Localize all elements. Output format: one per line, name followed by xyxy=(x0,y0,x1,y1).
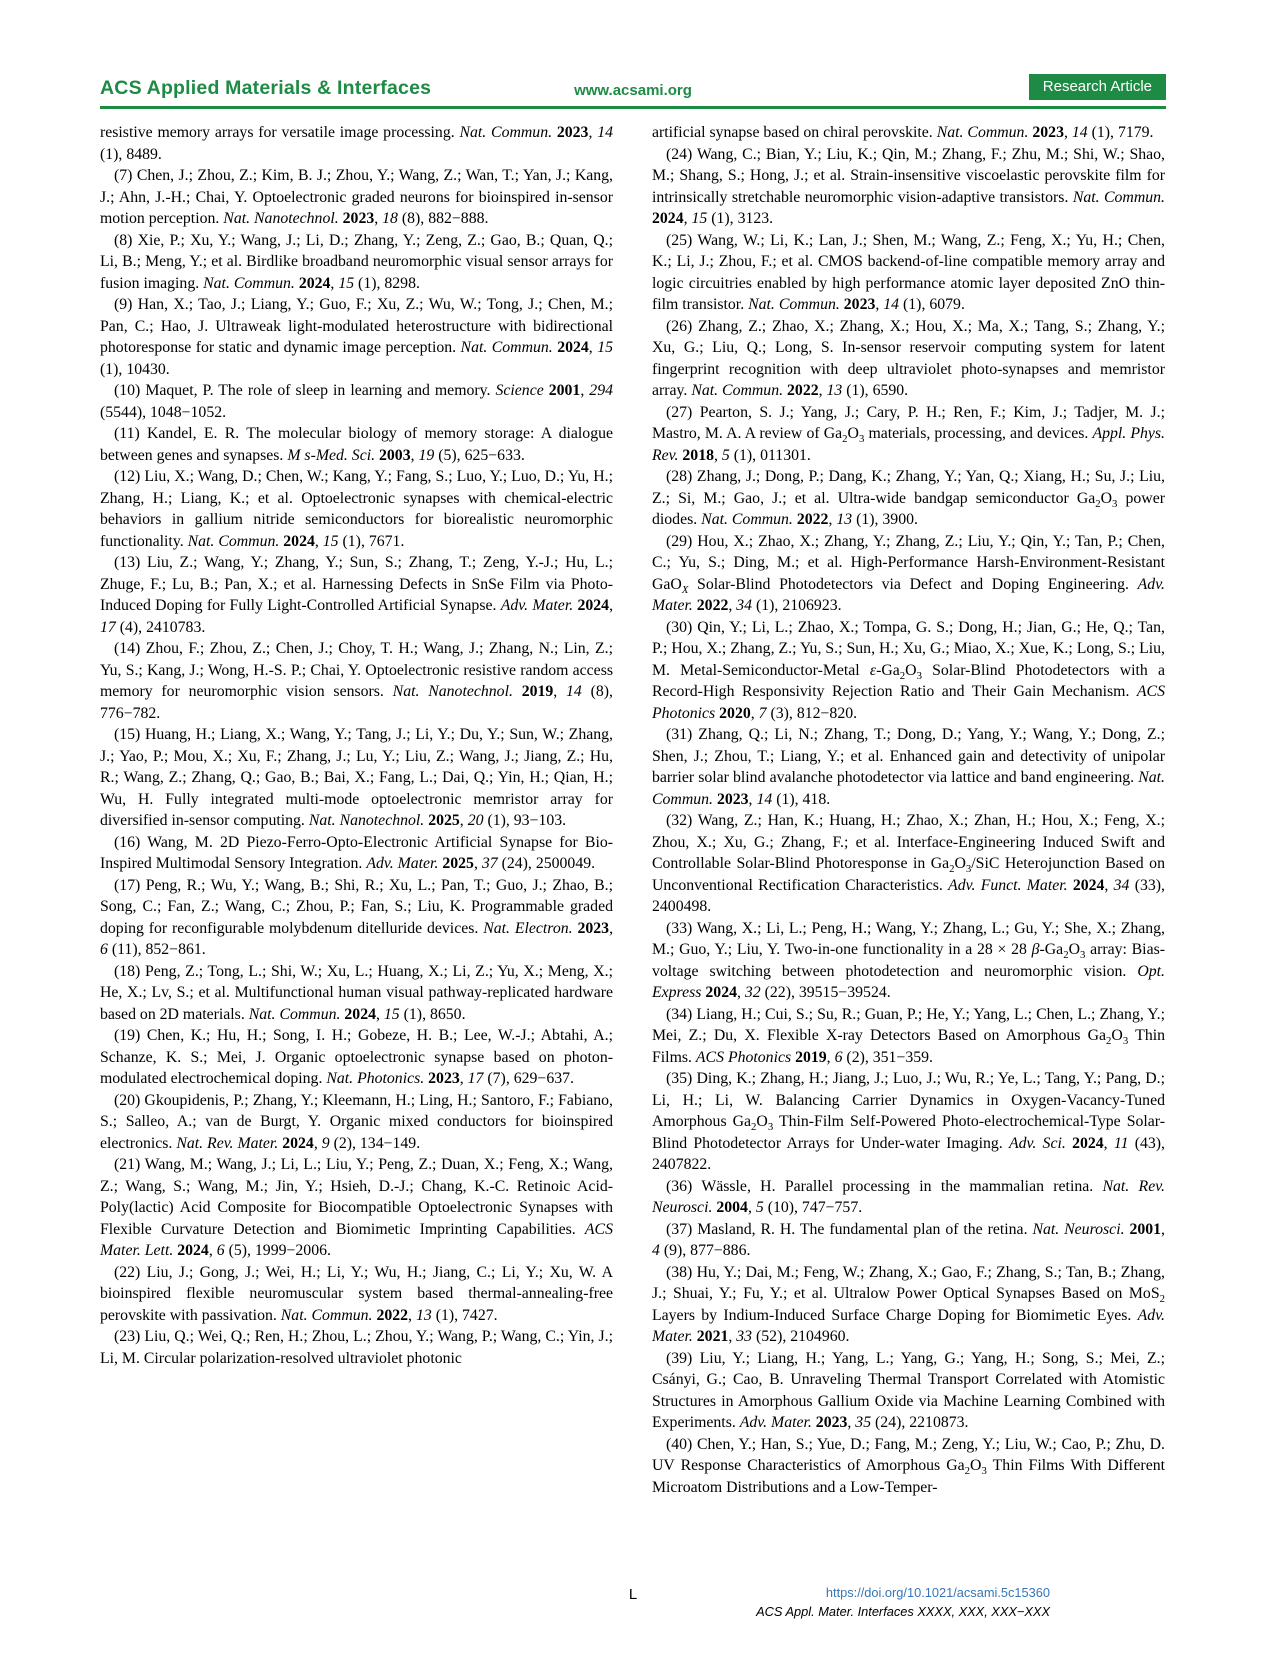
reference-entry: (15) Huang, H.; Liang, X.; Wang, Y.; Tang, J.; Li, Y.; Du, Y.; Sun, W.; Zhang, J.; Yao, P.; Mou, X.; Xu, F.; Zhang, J.; Lu, Y.; Liu, Z.; Wang, J.; Jiang, Z.; Hu, R.; Wang, Z.; Zhang, Q.; Gao, B.; Bai, X.; Fang, L.; Dai, Q.; Yin, H.; Qian, H.; Wu, H. Fully integrated multi-mode optoelectronic memristor array for diversified in-sensor computing. Nat. Nanotechnol. 2025, 20 (1), 93−103. xyxy=(100,726,613,829)
reference-entry: (21) Wang, M.; Wang, J.; Li, L.; Liu, Y.; Peng, Z.; Duan, X.; Feng, X.; Wang, Z.; Wang, S.; Wang, M.; Jin, Y.; Hsieh, D.-J.; Chang, K.-C. Retinoic Acid-Poly(lactic) Acid Composite for Biocompatible Optoelectronic Synapses with Flexible Curvature Detection and Biomimetic Imprinting Capabilities. ACS Mater. Lett. 2024, 6 (5), 1999−2006. xyxy=(100,1156,613,1259)
doi-link[interactable]: https://doi.org/10.1021/acsami.5c15360 xyxy=(825,1585,1050,1600)
reference-entry: (19) Chen, K.; Hu, H.; Song, I. H.; Gobeze, H. B.; Lee, W.-J.; Abtahi, A.; Schanze, K. S.; Mei, J. Organic optoelectronic synapse based on photon-modulated electrochemical doping. Nat. Photonics. 2023, 17 (7), 629−637. xyxy=(100,1027,613,1087)
footer-citation-block xyxy=(756,1583,1050,1621)
references-section xyxy=(100,122,1166,1498)
reference-entry: (13) Liu, Z.; Wang, Y.; Zhang, Y.; Sun, S.; Zhang, T.; Zeng, Y.-J.; Hu, L.; Zhuge, F.; Lu, B.; Pan, X.; et al. Harnessing Defects in SnSe Film via Photo-Induced Doping for Fully Light-Controlled Artificial Synapse. Adv. Mater. 2024, 17 (4), 2410783. xyxy=(100,554,614,636)
reference-entry: (26) Zhang, Z.; Zhao, X.; Zhang, X.; Hou, X.; Ma, X.; Tang, S.; Zhang, Y.; Xu, G.; Liu, Q.; Long, S. In-sensor reservoir computing system for latent fingerprint recognition with deep ultraviolet photo-synapses and memristor array. Nat. Commun. 2022, 13 (1), 6590. xyxy=(652,317,1165,399)
reference-entry: (14) Zhou, F.; Zhou, Z.; Chen, J.; Choy, T. H.; Wang, J.; Zhang, N.; Lin, Z.; Yu, S.; Kang, J.; Wong, H.-S. P.; Chai, Y. Optoelectronic resistive random access memory for neuromorphic vision sensors. Nat. Nanotechnol. 2019, 14 (8), 776−782. xyxy=(100,640,613,722)
reference-entry: (36) Wässle, H. Parallel processing in the mammalian retina. Nat. Rev. Neurosci. 2004, 5 (10), 747−757. xyxy=(652,1177,1166,1216)
reference-entry: (18) Peng, Z.; Tong, L.; Shi, W.; Xu, L.; Huang, X.; Li, Z.; Yu, X.; Meng, X.; He, X.; Lv, S.; et al. Multifunctional human visual pathway-replicated hardware based on 2D materials. Nat. Commun. 2024, 15 (1), 8650. xyxy=(100,962,613,1023)
reference-entry: (25) Wang, W.; Li, K.; Lan, J.; Shen, M.; Wang, Z.; Feng, X.; Yu, H.; Chen, K.; Li, J.; Zhou, F.; et al. CMOS backend-of-line compatible memory array and logic circuitries enabled by high performance atomic layer deposited ZnO thin-film transistor. Nat. Commun. 2023, 14 (1), 6079. xyxy=(652,231,1165,313)
article-type-badge: Research Article xyxy=(1029,74,1166,100)
journal-site-url[interactable]: www.acsami.org xyxy=(574,82,692,99)
journal-masthead xyxy=(100,74,1166,109)
reference-entry: (35) Ding, K.; Zhang, H.; Jiang, J.; Luo, J.; Wu, R.; Ye, L.; Tang, Y.; Pang, D.; Li, H.; Li, W. Balancing Carrier Dynamics in Oxygen-Vacancy-Tuned Amorphous $Ga_2O_3$ Thin-Film Self-Powered Photo-electrochemical-Type Solar-Blind Photodetector Arrays for Under-water Imaging. Adv. Sci. 2024, 11 (43), 2407822. xyxy=(652,1070,1165,1173)
reference-entry: (12) Liu, X.; Wang, D.; Chen, W.; Kang, Y.; Fang, S.; Luo, Y.; Luo, D.; Yu, H.; Zhang, H.; Liang, K.; et al. Optoelectronic synapses with chemical-electric behaviors in gallium nitride semiconductors for biorealistic neuromorphic functionality. Nat. Commun. 2024, 15 (1), 7671. xyxy=(100,468,613,550)
journal-citation: ACS Appl. Mater. Interfaces XXXX, XXX, XXX−XXX xyxy=(756,1604,1050,1619)
references-left-column xyxy=(100,122,613,1498)
references-right-column xyxy=(652,122,1165,1498)
reference-entry: (38) Hu, Y.; Dai, M.; Feng, W.; Zhang, X.; Gao, F.; Zhang, S.; Tan, B.; Zhang, J.; Shuai, Y.; Fu, Y.; et al. Ultralow Power Optical Synapses Based on MoS$_2$ Layers by Indium-Induced Surface Charge Doping for Biomimetic Eyes. Adv. Mater. 2021, 33 (52), 2104960. xyxy=(652,1263,1165,1345)
reference-entry: (34) Liang, H.; Cui, S.; Su, R.; Guan, P.; He, Y.; Yang, L.; Chen, L.; Zhang, Y.; Mei, Z.; Du, X. Flexible X-ray Detectors Based on Amorphous $Ga_2O_3$ Thin Films. ACS Photonics 2019, 6 (2), 351−359. xyxy=(652,1005,1166,1066)
reference-entry: (16) Wang, M. 2D Piezo-Ferro-Opto-Electronic Artificial Synapse for Bio-Inspired Multimodal Sensory Integration. Adv. Mater. 2025, 37 (24), 2500049. xyxy=(100,833,613,872)
reference-entry: (23) Liu, Q.; Wei, Q.; Ren, H.; Zhou, L.; Zhou, Y.; Wang, P.; Wang, C.; Yin, J.; Li, M. Circular polarization-resolved ultraviolet photonic xyxy=(100,1328,613,1367)
journal-title: ACS Applied Materials & Interfaces xyxy=(100,77,432,99)
reference-entry: (20) Gkoupidenis, P.; Zhang, Y.; Kleemann, H.; Ling, H.; Santoro, F.; Fabiano, S.; Salleo, A.; van de Burgt, Y. Organic mixed conductors for bioinspired electronics. Nat. Rev. Mater. 2024, 9 (2), 134−149. xyxy=(100,1091,613,1152)
reference-entry: (33) Wang, X.; Li, L.; Peng, H.; Wang, Y.; Zhang, L.; Gu, Y.; She, X.; Zhang, M.; Guo, Y.; Liu, Y. Two-in-one functionality in a 28 × 28 $\beta-Ga_2O_3$ array: Bias-voltage switching between photodetection and neuromorphic vision. Opt. Express 2024, 32 (22), 39515−39524. xyxy=(652,919,1165,1001)
reference-entry: (22) Liu, J.; Gong, J.; Wei, H.; Li, Y.; Wu, H.; Jiang, C.; Li, Y.; Xu, W. A bioinspired flexible neuromuscular system based thermal-annealing-free perovskite with passivation. Nat. Commun. 2022, 13 (1), 7427. xyxy=(100,1263,613,1324)
reference-entry: (32) Wang, Z.; Han, K.; Huang, H.; Zhao, X.; Zhan, H.; Hou, X.; Feng, X.; Zhou, X.; Xu, G.; Zhang, F.; et al. Interface-Engineering Induced Swift and Controllable Solar-Blind Photoresponse in $Ga_2O_3$/SiC Heterojunction Based on Unconventional Rectification Characteristics. Adv. Funct. Mater. 2024, 34 (33), 2400498. xyxy=(652,812,1165,915)
page xyxy=(100,0,1166,1498)
reference-entry: (30) Qin, Y.; Li, L.; Zhao, X.; Tompa, G. S.; Dong, H.; Jian, G.; He, Q.; Tan, P.; Hou, X.; Zhang, Z.; Yu, S.; Sun, H.; Xu, G.; Miao, X.; Xue, K.; Long, S.; Liu, M. Metal-Semiconductor-Metal $\varepsilon-Ga_2O_3$ Solar-Blind Photodetectors with a Record-High Responsivity Rejection Ratio and Their Gain Mechanism. ACS Photonics 2020, 7 (3), 812−820. xyxy=(652,618,1165,722)
reference-entry: (31) Zhang, Q.; Li, N.; Zhang, T.; Dong, D.; Yang, Y.; Wang, Y.; Dong, Z.; Shen, J.; Zhou, T.; Liang, Y.; et al. Enhanced gain and detectivity of unipolar barrier solar blind avalanche photodetector via lattice and band engineering. Nat. Commun. 2023, 14 (1), 418. xyxy=(652,726,1165,808)
reference-entry: (37) Masland, R. H. The fundamental plan of the retina. Nat. Neurosci. 2001, 4 (9), 877−886. xyxy=(652,1220,1165,1259)
reference-entry: (11) Kandel, E. R. The molecular biology of memory storage: A dialogue between genes and synapses. M s-Med. Sci. 2003, 19 (5), 625−633. xyxy=(100,425,613,464)
reference-entry: (8) Xie, P.; Xu, Y.; Wang, J.; Li, D.; Zhang, Y.; Zeng, Z.; Gao, B.; Quan, Q.; Li, B.; Meng, Y.; et al. Birdlike broadband neuromorphic visual sensor arrays for fusion imaging. Nat. Commun. 2024, 15 (1), 8298. xyxy=(100,231,613,292)
reference-entry: (39) Liu, Y.; Liang, H.; Yang, L.; Yang, G.; Yang, H.; Song, S.; Mei, Z.; Csányi, G.; Cao, B. Unraveling Thermal Transport Correlated with Atomistic Structures in Amorphous Gallium Oxide via Machine Learning Combined with Experiments. Adv. Mater. 2023, 35 (24), 2210873. xyxy=(652,1349,1165,1431)
reference-entry: (17) Peng, R.; Wu, Y.; Wang, B.; Shi, R.; Xu, L.; Pan, T.; Guo, J.; Zhao, B.; Song, C.; Fan, Z.; Wang, C.; Zhou, P.; Fan, S.; Liu, K. Programmable graded doping for reconfigurable molybdenum ditelluride devices. Nat. Electron. 2023, 6 (11), 852−861. xyxy=(100,876,614,958)
reference-entry: (7) Chen, J.; Zhou, Z.; Kim, B. J.; Zhou, Y.; Wang, Z.; Wan, T.; Yan, J.; Kang, J.; Ahn, J.-H.; Chai, Y. Optoelectronic graded neurons for bioinspired in-sensor motion perception. Nat. Nanotechnol. 2023, 18 (8), 882−888. xyxy=(100,167,613,227)
reference-entry: (24) Wang, C.; Bian, Y.; Liu, K.; Qin, M.; Zhang, F.; Zhu, M.; Shi, W.; Shao, M.; Shang, S.; Hong, J.; et al. Strain-insensitive viscoelastic perovskite film for intrinsically stretchable neuromorphic vision-adaptive transistors. Nat. Commun. 2024, 15 (1), 3123. xyxy=(652,145,1165,227)
reference-entry: resistive memory arrays for versatile image processing. Nat. Commun. 2023, 14 (1), 8489. xyxy=(100,124,613,163)
reference-entry: artificial synapse based on chiral perovskite. Nat. Commun. 2023, 14 (1), 7179. xyxy=(652,124,1154,141)
reference-entry: (10) Maquet, P. The role of sleep in learning and memory. Science 2001, 294 (5544), 1048−1052. xyxy=(100,382,613,421)
page-number: L xyxy=(628,1586,638,1603)
reference-entry: (29) Hou, X.; Zhao, X.; Zhang, Y.; Zhang, Z.; Liu, Y.; Qin, Y.; Tan, P.; Chen, C.; Yu, S.; Ding, M.; et al. High-Performance Harsh-Environment-Resistant GaO$_X$ Solar-Blind Photodetectors via Defect and Doping Engineering. Adv. Mater. 2022, 34 (1), 2106923. xyxy=(652,532,1165,614)
reference-entry: (40) Chen, Y.; Han, S.; Yue, D.; Fang, M.; Zeng, Y.; Liu, W.; Cao, P.; Zhu, D. UV Response Characteristics of Amorphous $Ga_2O_3$ Thin Films With Different Microatom Distributions and a Low-Temper- xyxy=(652,1435,1165,1496)
page-footer xyxy=(100,1583,1166,1633)
reference-entry: (27) Pearton, S. J.; Yang, J.; Cary, P. H.; Ren, F.; Kim, J.; Tadjer, M. J.; Mastro, M. A. A review of $Ga_2O_3$ materials, processing, and devices. Appl. Phys. Rev. 2018, 5 (1), 011301. xyxy=(652,403,1166,464)
reference-entry: (28) Zhang, J.; Dong, P.; Dang, K.; Zhang, Y.; Yan, Q.; Xiang, H.; Su, J.; Liu, Z.; Si, M.; Gao, J.; et al. Ultra-wide bandgap semiconductor $Ga_2O_3$ power diodes. Nat. Commun. 2022, 13 (1), 3900. xyxy=(652,468,1165,528)
reference-entry: (9) Han, X.; Tao, J.; Liang, Y.; Guo, F.; Xu, Z.; Wu, W.; Tong, J.; Chen, M.; Pan, C.; Hao, J. Ultraweak light-modulated heterostructure with bidirectional photoresponse for static and dynamic image perception. Nat. Commun. 2024, 15 (1), 10430. xyxy=(100,296,613,378)
